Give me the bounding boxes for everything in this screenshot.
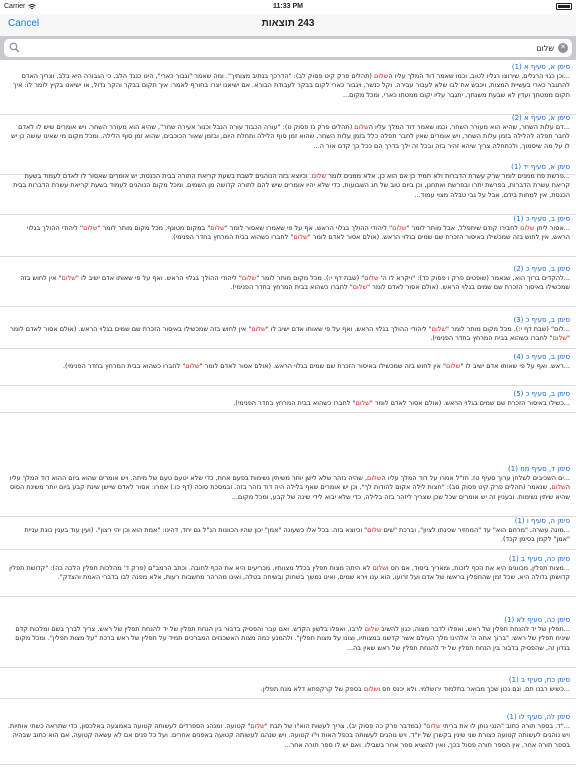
result-snippet: ...כשילו באיסור הזכרת שם שמים בגלוי הראש. (אולם אסור לאדם לומר "שלום" לחברו כשהוא בבית המרחץ בחדר הפנימי).: [233, 399, 570, 407]
result-snippet: ...מונה עשרה, "מרחם הוא" עד "המחזיר שכינתו לציון", וברכת "שים שלום" וכיוצא בזה. בכל אלו כשעונה "אמן" יכון שהיו הכוונות הנ"ל גם יחד, דהינו: "אמת הוא וכן יהי רצון". (ועין עוד בענין כונת עניית "אמן" לקמן בסימן קכד).: [24, 526, 570, 544]
result-snippet: ...פרשת פח ממנים לומר שרק עשרת הדברות ולא תמיד כן אם הוא כן, אלא ממנים לומר שלום. וכיוצא בזה הנוהגים לשבת בשעת קריאת התורה בבית הכנסת, יש אומרים שאסור לו לאדם לעמוד בשעת קריאת עשרת הדברות, בפרשת יתרו ובפרשת ואתחנן, וכן ביום טוב של חג השבועות, כדי שלא יהיו אומרים שיש להם לתורה קדושה מן השמים. ומכל מקום הנוהגים לעמוד בשעת קריאת עשרת הדברות בבית הכנסת, אין למחות בידם, אבל על גבי טבלה מצוי עמוד...: [13, 172, 570, 199]
result-item[interactable]: [0, 554, 576, 593]
result-source[interactable]: סימן א, סעיף א (1): [511, 63, 570, 71]
result-source[interactable]: סימן ב, סעיף כ (3): [513, 316, 570, 324]
result-snippet: ...כשיש רבנו תם, וגם נכון שכך מבואר בתלמוד ירושלמי. ולא יכנס חס ושלום בספק של קרקפתא דלא מנח תפלין.: [260, 685, 570, 693]
search-match-highlight: שלום: [520, 224, 535, 232]
result-item[interactable]: [0, 62, 576, 111]
search-match-highlight: שלום: [83, 224, 98, 232]
result-source[interactable]: סימן לה, סעיף לו (1): [506, 713, 570, 721]
result-divider: [0, 306, 576, 307]
result-divider: [0, 596, 576, 597]
search-match-highlight: שלום: [426, 722, 441, 730]
result-item[interactable]: [0, 389, 576, 409]
result-item[interactable]: [0, 352, 576, 382]
result-snippet: ...דם עלות השחר, שהיא הוא מעורר השחר, וכמו שאמר דוד המלך עליו השלום (תהלים פרק נז פסוק ט): "עורה הכבוד עורה הנבל וכנור אעירה שחר", שהיא הוא מעורר השחר. ויש אומרים שיש לו לאדם לחבר תפלה להלילה בזמן עלות השחר, ויש אומרים שאין לחבר תפלה כלל בזמן עלות השחר, שהוא זמן סוף הלילה ותחלת היום, ובזמן שאור הכוכבים, שהוא זמן סוף הלילה. ומכל מקום מי שאינו עושה כן יש לו על מה שיסמוך, ולכתחלה צריך שיהא זהיר בזה ובכל זה ילך בדרך הם ככל כך קדם אור ה...: [11, 123, 570, 150]
result-source[interactable]: סימן א, סעיף א (2): [511, 114, 570, 122]
results-list[interactable]: [0, 62, 576, 768]
result-divider: [0, 698, 576, 699]
navigation-bar: [0, 14, 576, 36]
search-match-highlight: שלום: [355, 399, 370, 407]
search-match-highlight: שלום: [364, 274, 379, 282]
search-bar: [0, 36, 576, 60]
search-match-highlight: שלום: [251, 325, 266, 333]
cancel-button[interactable]: Cancel: [8, 18, 40, 29]
result-item[interactable]: [0, 615, 576, 664]
result-item[interactable]: [0, 214, 576, 253]
search-match-highlight: שלום: [364, 625, 380, 633]
search-match-highlight: שלום: [250, 722, 265, 730]
result-divider: [0, 667, 576, 668]
result-item[interactable]: [0, 464, 576, 513]
result-item[interactable]: [0, 516, 576, 546]
clear-search-icon[interactable]: ✕: [558, 43, 568, 53]
result-source[interactable]: סימן כה, סעיף לא (1): [504, 616, 570, 624]
search-match-highlight: שלום: [185, 362, 200, 370]
result-snippet: ...תפלין של יד להנחת תפלין של ראש, ואפלו לדבר מצוה, כגון להשיב שלום לרבו, ואפלו בלשון הקדש. ואם עבר והפסיק בדבור בין הנחת תפלין של יד להנחת תפלין של ראש, צריך לברך בשם ומלכות קדם שיניח תפלין של ראש: "ברוך אתה ה' אלהינו מלך העולם אשר קדשנו במצותיו, וצונו על מצות תפלין". ולהמנע כמה מצות האשכנזים המברכים תמיד על תפלין של ראש ברכת "על מצות תפלין". ומכל מקום בנדון זה, שהפסיק בדבור בין הנחת תפלין של יד להנחת תפלין של ראש שאין בה...: [15, 625, 570, 652]
search-match-highlight: שלום: [552, 334, 567, 343]
search-match-highlight: שלום: [241, 274, 257, 282]
search-match-highlight: שלום: [61, 274, 76, 282]
result-divider: [0, 549, 576, 550]
result-source[interactable]: סימן ב, סעיף כ (2): [513, 265, 570, 273]
result-snippet: ...להקדים ברוך הוא, שנאמר (שופטים פרק ו פסוק כד): "ויקרא לו ה' שלום" (שבת דף י:). מכל מקום מותר לומר "שלום" ליהודי ההולך בגלוי הראש. ואף על פי שאותו אדם ישיב לו "שלום" אין לחוש בזה שמכשילו באיסור הזכרת שם שמים בגלוי הראש. (אולם אסור לאדם לומר "שלום" לחברו כשהוא בבית המרחץ בחדר הפנימי).: [20, 274, 570, 292]
search-field-container[interactable]: [4, 39, 572, 57]
result-source[interactable]: סימן כה, סעיף ב (1): [508, 555, 570, 563]
result-source[interactable]: סימן ד, סעיף מח (1): [508, 465, 570, 473]
search-match-highlight: שלום: [445, 362, 461, 370]
result-snippet: ...ים השכיבים לשלחן ערוך סעיף טז. חז"ל אמרו על דוד המלך עליו השלום, שהיה נזהר שלא לישן יותר משיתין נשימות בפעם אחת, כדי שלא יטעם טעם של מיתה. ויש אומרים שהוא ביום ההוא דוד המלך עליו השלום, שנאמר (תהלים פרק קיט פסוק סב): "חצות לילה אקום להודות לך", וכן יש אומרים שאף בלילה היה דוד נזהר בזה. ובמסכת סוכה (דף כו.) אמרו: אסור לאדם שיישן שינת קבע ביום יותר משינת הסוס שהיא שיתין נשימות. ובעניין זה יש אומרים שכל שכן שצריך ליזהר בזה בלילה, כדי שלא יבוא לידי שינה של קבע, ומכל מקום...: [9, 474, 570, 501]
battery-icon: [556, 3, 572, 10]
status-bar: [0, 0, 576, 14]
search-match-highlight: שלום: [392, 224, 407, 232]
result-divider: [0, 348, 576, 349]
result-item[interactable]: [0, 264, 576, 303]
result-snippet: ...לום" (שבת דף י:). מכל מקום מותר לומר "שלום" ליהודי ההולך בגלוי הראש. ואף על פי שאותו אדם ישיב לו "שלום" אין לחוש בזה שמכשילו באיסור הזכרת שם שמים בגלוי הראש. (אולם אסור לאדם לומר "שלום" לחברו כשהוא בבית המרחץ בחדר הפנימי).: [10, 325, 570, 343]
result-snippet: ...אסור ליתן שלום לחבירו קודם שיתפלל, אבל מותר לומר "שלום" ליהודי ההולך בגלוי הראש. אף על פי שאמרו שאסור לומר "שלום" במקום מטונף, מכל מקום מותר לומר "שלום" ליהודי ההולך בגלוי הראש, אין לחוש בזה שמכשילו באיסור הזכרת שם שמים בגלוי הראש. (אולם אסור לאדם לומר "שלום" לחברו כשהוא בבית המרחץ בחדר הפנימי).: [26, 224, 570, 242]
result-divider: [0, 764, 576, 765]
result-snippet: ...מצות תפלין, מכוונים היא את הכף לזכות, ומאריך ביסוד, אם חס ושלום לא היתה מצות תפלין בכלל מצוותיו, מכריעים היא את הכף לחובה. וכתב הרמב"ם (פרק ד' מהלכות תפלין הלכה כה): "קדושת תפלין קדושתן גדולה היא, שכל זמן שהתפלין בראשו של אדם ועל זרועו, הוא ענו וירא שמים, ואינו נמשך בשחוק ובשיחה בטלה, ואינו מהרהר מחשבות רעות, אלא מפנה לבו בדברי האמת והצדק".: [9, 564, 570, 582]
search-match-highlight: שלום: [210, 224, 225, 232]
result-source[interactable]: סימן כח, סעיף ב (1): [508, 676, 570, 684]
search-match-highlight: שלום: [311, 172, 327, 180]
search-match-highlight: שלום: [363, 685, 379, 693]
search-match-highlight: שלום: [373, 72, 389, 80]
result-source[interactable]: סימן ב, סעיף כ (5): [513, 390, 570, 398]
search-input[interactable]: [22, 41, 554, 55]
search-icon: [9, 42, 20, 53]
result-item[interactable]: [0, 712, 576, 761]
search-match-highlight: שלום: [354, 123, 369, 131]
search-match-highlight: שלום: [431, 325, 447, 333]
status-time: 11:33 PM: [273, 3, 303, 10]
result-source[interactable]: סימן ה, סעיף ו (1): [514, 517, 570, 525]
result-snippet: ..."ד. בספר תורה כתוב "הנני נותן לו את בריתי שלום" (במדבר פרק כה פסוק יב), צריך לעשות הוא"ו של תבת "שלום" קטועה. ומנהג הספרדים לעשותה קטועה באמצעה באלכסון, כדי שתראה כשתי אותיות. ויש נוהגים לעשותה קטועה כצורת שני שינין בקשרן של יו"ד. ויש נוהגים לעשותה בכפל האות וי"ו קטועה. ויש שנהגו לעשותה קטועה באפנים אחרים. ועל כל פנים אם לא עשאה קטועה, אם הוא כתוב שבהיה בספר תורה אחר, אין הספר תורה פסול בכך, ואין להוציא ספר אחר בשבילו. ואם יש לו ספר תורה אחר...: [7, 722, 570, 749]
result-divider: [0, 256, 576, 257]
result-item[interactable]: [0, 315, 576, 345]
search-match-highlight: שלום: [551, 483, 566, 492]
search-match-highlight: שלום: [367, 526, 382, 534]
carrier-label: Carrier: [4, 3, 26, 10]
result-snippet: ...וכן כגוי הרגלים, שירוצו רגליו לטוב, וכמו שאמר דוד המלך עליו השלום (תהלים פרק קיט פסוק לב): "הדרכך בנתיב מצותיך". ומה שאמר "וגבור כארי", הינו כנגד הלב, כי הגבורה היא בלב, וצריך האדם להתגבר כארי בעשיית המצות, ויכבש את לבו שלא לעבור עבירה. וקל כנשר, ויגבור כארי לקום בבקר לעבודת הבורא. אם ישיאנו יצרו בחורף לאמר: איך תקום בבקר והקר גדול, או ישיאנו בקיץ לומר לו: איך תקום ממטתך ועדין לא שבעת משנתך, יתגבר עליו יקום ממטתו כארי, ומכל מקום...: [13, 72, 570, 99]
result-divider: [0, 412, 576, 413]
result-source[interactable]: סימן ב, סעיף כ (1): [513, 215, 570, 223]
result-source[interactable]: סימן א, סעיף יד (1): [511, 163, 570, 171]
result-item[interactable]: [0, 162, 576, 211]
search-match-highlight: שלום: [372, 564, 387, 572]
results-count-title: 243 תוצאות: [261, 18, 315, 29]
search-match-highlight: שלום: [367, 474, 382, 482]
search-match-highlight: שלום: [293, 233, 308, 242]
result-divider: [0, 385, 576, 386]
search-match-highlight: שלום: [352, 283, 368, 292]
result-item[interactable]: [0, 675, 576, 695]
result-snippet: ...ראש. ואף על פי שאותו אדם ישיב לו "שלום" אין לחוש בזה שמכשילו באיסור הזכרת שם שמים בגלוי הראש. (אולם אסור לאדם לומר "שלום" לחברו כשהוא בבית המרחץ בחדר הפנימי).: [62, 362, 570, 370]
result-source[interactable]: סימן ב, סעיף כ (4): [513, 353, 570, 361]
